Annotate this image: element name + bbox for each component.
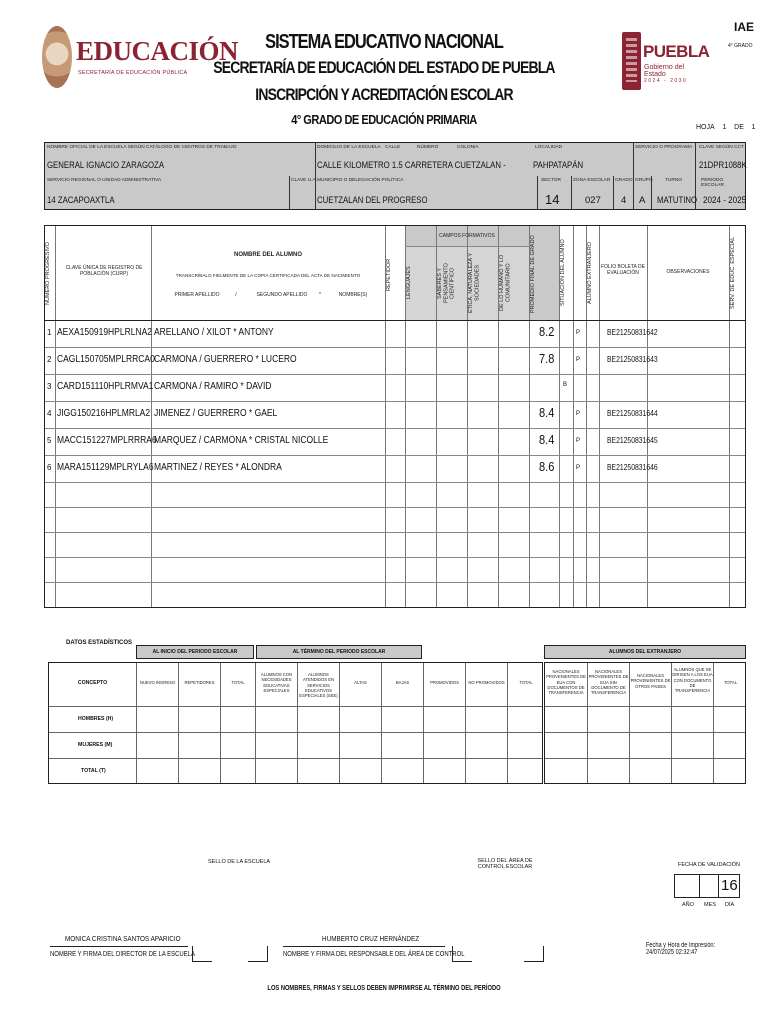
- fecha-col-anio: AÑO: [682, 902, 694, 908]
- row5-num: 5: [47, 436, 52, 445]
- row-line: [45, 482, 745, 483]
- school-locality: PAHPATAPÁN: [533, 160, 584, 171]
- divider: [571, 176, 572, 210]
- mexico-seal-icon: [42, 26, 72, 88]
- divider: [537, 176, 538, 210]
- row-line: [405, 246, 529, 247]
- hdr-nombres: NOMBRE(S): [338, 292, 368, 298]
- row1-folio: BE21250831642: [607, 328, 658, 337]
- director-role: NOMBRE Y FIRMA DEL DIRECTOR DE LA ESCUELA: [50, 951, 195, 958]
- row5-folio: BE21250831645: [607, 436, 658, 445]
- school-sector: 14: [545, 192, 560, 207]
- stats-col-repetidores: REPETIDORES: [184, 680, 215, 685]
- footer-note: LOS NOMBRES, FIRMAS Y SELLOS DEBEN IMPRIMIRSE AL TÉRMINO DEL PERÍODO: [267, 985, 501, 992]
- hdr-repite: REPETIDOR: [386, 258, 392, 292]
- stats-inicio-header: AL INICIO DEL PERIODO ESCOLAR: [136, 645, 254, 659]
- row6-situacion: P: [576, 465, 581, 471]
- label-periodo: PERIODO ESCOLAR: [701, 178, 724, 188]
- sello-escuela: SELLO DE LA ESCUELA: [208, 859, 271, 865]
- director-signature-line: [50, 946, 188, 947]
- director-stamp-mark: [248, 946, 268, 962]
- hdr-extranjero: ALUMNO EXTRANJERO: [587, 241, 593, 305]
- divider: [289, 176, 290, 210]
- title-grado: 4° GRADO DE EDUCACIÓN PRIMARIA: [291, 112, 477, 127]
- responsable-signature-line: [283, 946, 445, 947]
- label-colonia: COLONIA: [457, 145, 479, 150]
- hdr-curp: CLAVE ÚNICA DE REGISTRO DE POBLACIÓN (CURP): [65, 265, 143, 277]
- row-line: [45, 582, 745, 583]
- fecha-divider: [718, 875, 719, 897]
- label-grupo: GRUPO: [635, 178, 653, 183]
- logo-puebla-sub: Gobierno del Estado: [644, 64, 685, 78]
- row-line: [45, 557, 745, 558]
- stats-row-line: [545, 706, 745, 707]
- row5-situacion: P: [576, 438, 581, 444]
- row2-situacion: P: [576, 357, 581, 363]
- hdr-folio: FOLIO BOLETA DE EVALUACIÓN: [601, 264, 645, 276]
- stats-col-nee: ALUMNOS CON NECESIDADES EDUCATIVAS ESPECIALES: [260, 672, 293, 693]
- stats-col-eua-con-doc: NACIONALES PROVENIENTES DE EUA CON DOCUMENTOS DE TRANSFERENCIA: [546, 669, 586, 695]
- row4-promedio: 8.4: [539, 405, 555, 420]
- fecha-validacion-label: FECHA DE VALIDACIÓN: [678, 862, 740, 868]
- stats-concepto: CONCEPTO: [77, 680, 108, 686]
- label-grado: GRADO: [615, 178, 633, 183]
- school-grupo: A: [639, 195, 646, 206]
- divider: [633, 176, 634, 210]
- row-line: [45, 374, 745, 375]
- row3-situacion: B: [563, 382, 568, 388]
- stats-row-hombres: HOMBRES (H): [78, 716, 114, 722]
- director-name: MONICA CRISTINA SANTOS APARICIO: [65, 934, 181, 943]
- stats-col-altas: ALTAS: [354, 680, 367, 685]
- school-region: 14 ZACAPOAXTLA: [47, 195, 115, 206]
- responsable-role: NOMBRE Y FIRMA DEL RESPONSABLE DEL ÁREA DE CONTROL: [283, 951, 465, 958]
- label-domicilio: DOMICILIO DE LA ESCUELA: [317, 145, 381, 150]
- stats-col-total-termino: TOTAL: [519, 680, 533, 685]
- logo-puebla-word: PUEBLA: [643, 42, 710, 61]
- title-inscripcion: INSCRIPCIÓN Y ACREDITACIÓN ESCOLAR: [255, 85, 513, 104]
- hdr-nombre-title: NOMBRE DEL ALUMNO: [234, 252, 302, 258]
- fecha-validacion-box: [674, 874, 740, 898]
- row3-num: 3: [47, 382, 52, 391]
- row5-nombre: MARQUEZ / CARMONA * CRISTAL NICOLLE: [154, 435, 329, 446]
- row3-nombre: CARMONA / RAMIRO * DAVID: [154, 381, 272, 392]
- hdr-campos: CAMPOS FORMATIVOS: [439, 233, 495, 239]
- divider: [695, 143, 696, 176]
- fecha-col-dia: DÍA: [725, 902, 735, 908]
- responsable-stamp-mark: [452, 946, 472, 962]
- divider: [633, 143, 634, 176]
- hdr-slash: /: [235, 292, 237, 298]
- row6-promedio: 8.6: [539, 459, 555, 474]
- form-grade: 4° GRADO: [728, 43, 753, 49]
- school-info-table: [44, 142, 746, 210]
- school-periodo: 2024 - 2025: [703, 195, 747, 206]
- label-zona: ZONA ESCOLAR: [573, 178, 611, 183]
- row5-curp: MACC151227MPLRRRA6: [57, 435, 157, 446]
- divider: [613, 176, 614, 210]
- stats-col-hacia-eua: ALUMNOS QUE SE DIRIGEN A LOS EUA CON DOCUMENTO DE TRANSFERENCIA: [672, 667, 713, 693]
- stats-col-no-promovidos: NO PROMOVIDOS: [468, 680, 505, 685]
- label-numero: NÚMERO: [417, 145, 439, 150]
- stats-row-mujeres: MUJERES (M): [78, 742, 113, 748]
- title-secretaria: SECRETARÍA DE EDUCACIÓN DEL ESTADO DE PUEBLA: [213, 58, 555, 77]
- hdr-primer: PRIMER APELLIDO: [174, 292, 220, 298]
- hdr-cf-humano: DE LO HUMANO Y LO COMUNITARIO: [499, 254, 512, 312]
- stats-row-line: [49, 758, 542, 759]
- page-counter: [696, 124, 756, 131]
- label-turno: TURNO: [665, 178, 683, 183]
- school-cct: 21DPR1088K: [699, 160, 747, 171]
- col-line: [55, 226, 56, 607]
- row2-curp: CAGL150705MPLRRCA0: [57, 354, 155, 365]
- row-line: [45, 320, 745, 321]
- school-address: CALLE KILOMETRO 1.5 CARRETERA CUETZALAN -: [317, 160, 506, 171]
- responsable-name: HUMBERTO CRUZ HERNÁNDEZ: [322, 934, 420, 943]
- stats-row-line: [49, 706, 542, 707]
- stats-col-see: ALUMNOS ATENDIDOS EN SERVICIOS EDUCATIVOS ESPECIALES (SEE): [299, 672, 338, 698]
- label-sector: SECTOR: [541, 178, 561, 183]
- col-line: [573, 226, 574, 607]
- row2-nombre: CARMONA / GUERRERO * LUCERO: [154, 354, 297, 365]
- row6-curp: MARA151129MPLRYLA6: [57, 462, 154, 473]
- row1-situacion: P: [576, 330, 581, 336]
- divider: [315, 143, 316, 176]
- label-cct: CLAVE SEGÚN CCT: [699, 145, 744, 150]
- fecha-dia: 16: [721, 877, 738, 894]
- logo-puebla-years: 2024 - 2030: [644, 78, 688, 84]
- form-code: IAE: [734, 20, 755, 34]
- logo-educacion-word: EDUCACIÓN: [76, 36, 239, 66]
- stats-col-eua-sin-doc: NACIONALES PROVENIENTES DE EUA SIN DOCUMENTO DE TRANSFERENCIA: [588, 669, 629, 695]
- student-table: [44, 225, 746, 608]
- row-line: [45, 401, 745, 402]
- hoja-total: 1: [751, 124, 756, 131]
- fecha-divider: [699, 875, 700, 897]
- row4-num: 4: [47, 409, 52, 418]
- row5-promedio: 8.4: [539, 432, 555, 447]
- stats-col-promovidos: PROMOVIDOS: [430, 680, 459, 685]
- school-grado: 4: [621, 195, 627, 206]
- hoja-de: DE: [734, 124, 744, 131]
- hdr-cf-saberes: SABERES Y PENSAMIENTO CIENTÍFICO: [437, 263, 456, 303]
- logo-puebla: [619, 28, 710, 98]
- row2-folio: BE21250831643: [607, 355, 658, 364]
- row-line: [45, 455, 745, 456]
- stats-termino-header: AL TÉRMINO DEL PERIODO ESCOLAR: [256, 645, 422, 659]
- stats-row-line: [49, 732, 542, 733]
- school-zona: 027: [585, 195, 601, 206]
- col-line: [151, 226, 152, 607]
- stats-col-total-extranjero: TOTAL: [723, 680, 738, 685]
- row4-curp: JIGG150216HPLMRLA2: [57, 408, 151, 419]
- stats-col-nuevo: NUEVO INGRESO: [139, 680, 176, 685]
- row-line: [45, 347, 745, 348]
- row1-nombre: ARELLANO / XILOT * ANTONY: [154, 327, 274, 338]
- row2-promedio: 7.8: [539, 351, 555, 366]
- row4-folio: BE21250831644: [607, 409, 658, 418]
- row3-curp: CARD151110HPLRMVA1: [57, 381, 154, 392]
- school-name: GENERAL IGNACIO ZARAGOZA: [47, 160, 165, 171]
- stats-row-line: [545, 732, 745, 733]
- stats-col-otros-paises: NACIONALES PROVENIENTES DE OTROS PAISES: [630, 673, 671, 689]
- hdr-promedio: PROMEDIO FINAL DE GRADO: [530, 235, 536, 313]
- label-localidad: LOCALIDAD: [535, 145, 563, 150]
- row1-curp: AEXA150919HPLRLNA2: [57, 327, 152, 338]
- row6-num: 6: [47, 463, 52, 472]
- label-clave-ua: CLAVE U.A.: [291, 178, 318, 183]
- hdr-cf-lenguajes: LENGUAJES: [406, 266, 412, 300]
- fecha-col-mes: MES: [704, 902, 716, 908]
- stats-col-total-inicio: TOTAL: [231, 680, 245, 685]
- label-calle: CALLE: [385, 145, 401, 150]
- school-municipio: CUETZALAN DEL PROGRESO: [317, 195, 428, 206]
- responsable-stamp-mark: [524, 946, 544, 962]
- hoja-num: 1: [722, 124, 727, 131]
- logo-educacion-sub: SECRETARÍA DE EDUCACIÓN PÚBLICA: [78, 70, 188, 76]
- hdr-situacion: SITUACIÓN DEL ALUMNO: [560, 239, 566, 307]
- label-nombre-escuela: NOMBRE OFICIAL DE LA ESCUELA SEGÚN CATÁLOGO DE CENTROS DE TRABAJO: [47, 145, 237, 150]
- hdr-nombre-sub: TRANSCRÍBALO FIELMENTE DE LA COPIA CERTIFICADA DEL ACTA DE NACIMIENTO: [175, 273, 361, 278]
- fecha-impresion: Fecha y Hora de Impresión: 24/07/2025 02:32:47: [646, 942, 716, 956]
- hoja-label: HOJA: [696, 124, 715, 131]
- sello-control-escolar: SELLO DEL ÁREA DE CONTROL ESCOLAR: [477, 858, 533, 870]
- stats-table-main: [48, 662, 543, 784]
- row6-folio: BE21250831646: [607, 463, 658, 472]
- title-sistema: SISTEMA EDUCATIVO NACIONAL: [265, 31, 503, 53]
- director-stamp-mark: [192, 946, 212, 962]
- hdr-asterisk: *: [319, 292, 321, 298]
- hdr-numero: NÚMERO PROGRESIVO: [45, 242, 51, 306]
- label-servicio: SERVICIO O PROGRAMA: [635, 145, 693, 150]
- stats-title: DATOS ESTADÍSTICOS: [66, 640, 133, 646]
- row1-num: 1: [47, 328, 52, 337]
- row-line: [45, 507, 745, 508]
- row-line: [45, 532, 745, 533]
- stats-row-total: TOTAL (T): [81, 768, 106, 774]
- hdr-cf-etica: ÉTICA, NATURALEZA Y SOCIEDADES: [468, 253, 481, 314]
- row2-num: 2: [47, 355, 52, 364]
- row4-nombre: JIMENEZ / GUERRERO * GAEL: [154, 408, 278, 419]
- hdr-serv-especial: SERV. DE EDUC. ESPECIAL: [730, 236, 736, 310]
- stats-col-bajas: BAJAS: [395, 680, 410, 685]
- school-turno: MATUTINO: [657, 195, 698, 206]
- hdr-observaciones: OBSERVACIONES: [666, 269, 710, 275]
- stats-row-line: [545, 758, 745, 759]
- puebla-emblem-icon: [622, 32, 641, 90]
- row4-situacion: P: [576, 411, 581, 417]
- row-line: [45, 428, 745, 429]
- stats-extranjero-header: ALUMNOS DEL EXTRANJERO: [544, 645, 746, 659]
- stats-table-extranjero: [544, 662, 746, 784]
- label-region: SERVICIO REGIONAL O UNIDAD ADMINISTRATIVA: [47, 178, 162, 183]
- hdr-segundo: SEGUNDO APELLIDO: [256, 292, 308, 298]
- col-line: [599, 226, 600, 607]
- label-municipio: MUNICIPIO O DELEGACIÓN POLÍTICA: [317, 178, 404, 183]
- row1-promedio: 8.2: [539, 324, 555, 339]
- row6-nombre: MARTINEZ / REYES * ALONDRA: [154, 462, 282, 473]
